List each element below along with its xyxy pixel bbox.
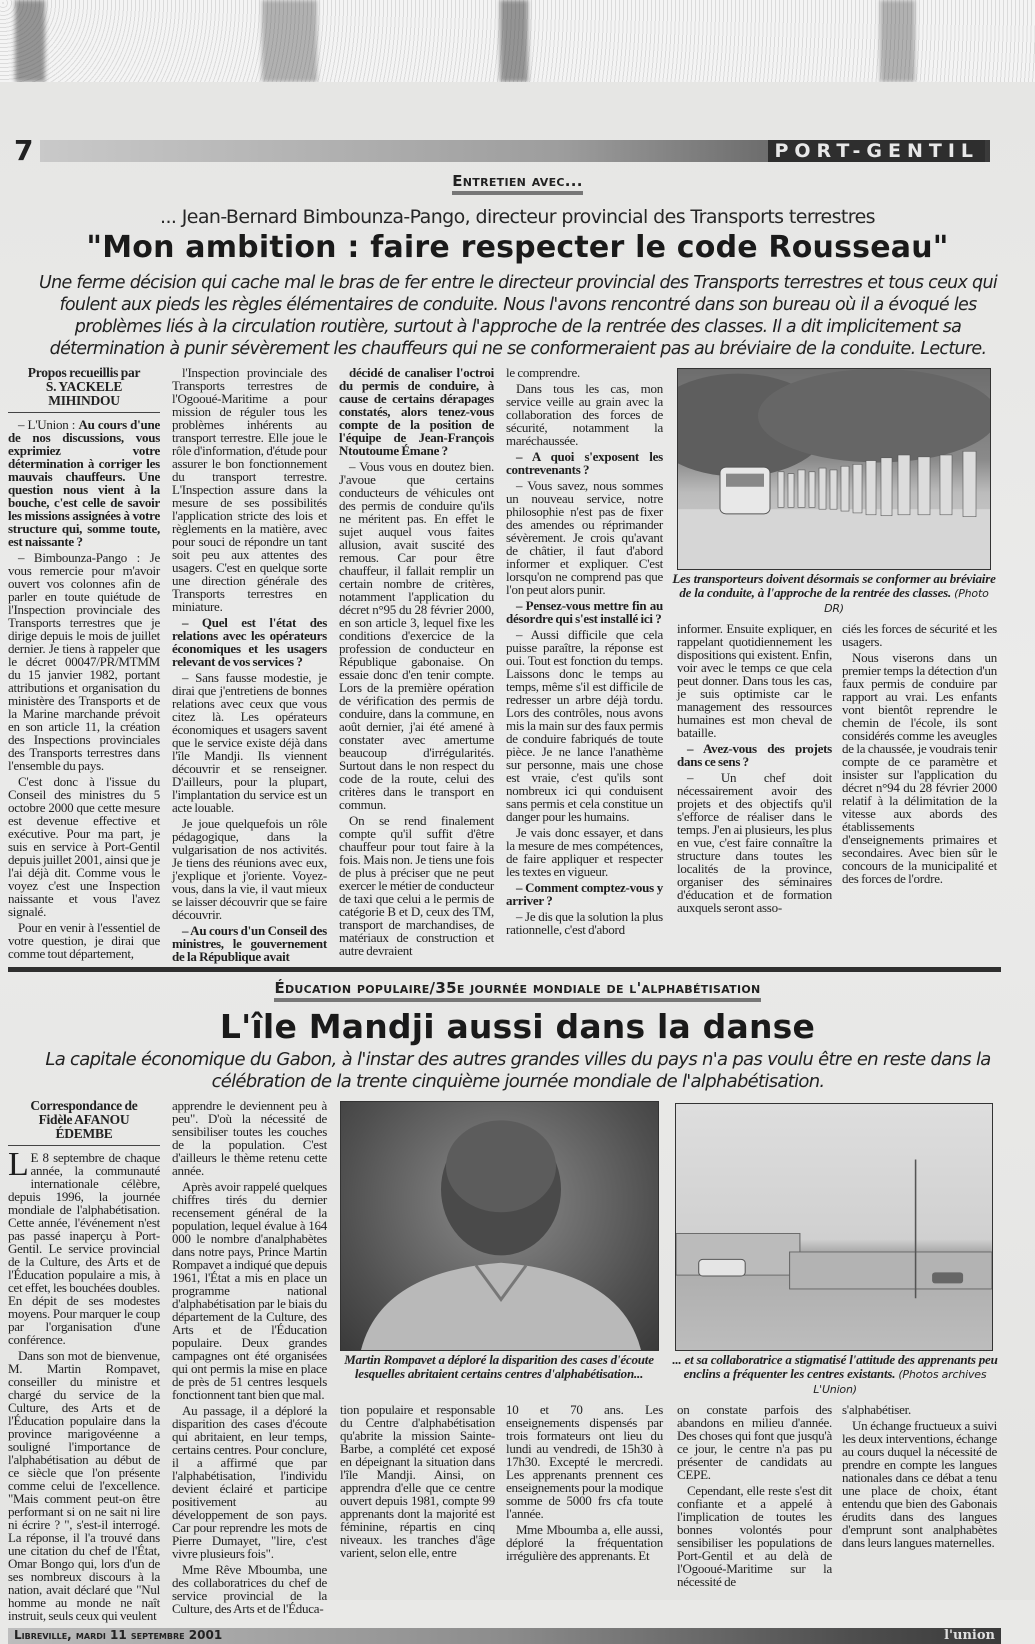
- byline-author: ÉDEMBE: [55, 1126, 113, 1141]
- answer-text: s'alphabétiser.: [842, 1402, 911, 1417]
- article2-column-1: [8, 1099, 160, 1622]
- paragraph: [506, 1403, 663, 1520]
- scan-streak: [262, 0, 317, 82]
- paragraph: [8, 1349, 160, 1622]
- paragraph: [172, 1563, 327, 1615]
- question-text: – Pensez-vous mettre fin au désordre qui s'est installé ici ?: [506, 598, 663, 626]
- paragraph: [8, 921, 160, 960]
- article2-photo2-caption: [672, 1353, 998, 1397]
- paragraph: [8, 551, 160, 772]
- section-label: PORT-GENTIL: [768, 140, 985, 162]
- paragraph: [506, 628, 663, 823]
- paragraph: [506, 826, 663, 878]
- byline-author: S. YACKELE: [45, 379, 123, 394]
- answer-text: C'est donc à l'issue du Conseil des ministres du 5 octobre 2000 que cette mesure est devenue effective et exécutive. Pour ma part, je suis en service à Port-Gentil depuis juillet 2001, ainsi que je l'ai déjà dit. Comme vous le voyez c'est une Inspection naissante et vous l'avez signalé.: [8, 774, 160, 919]
- answer-text: Je vais donc essayer, et dans la mesure de mes compétences, de faire appliquer et respecter les textes en vigueur.: [506, 825, 663, 879]
- paragraph: [172, 366, 327, 613]
- interview-question: [506, 881, 663, 907]
- vehicle-window: [726, 474, 764, 487]
- article-divider: [8, 967, 1001, 972]
- answer-text: Un échange fructueux a suivi les deux interventions, échange au cours duquel la nécessité de prendre en compte les langues nationales dans ce débat a tenu une place de choix, étant entendu que bien des Gabonais érudits dans des langues d'emprunt sont analphabètes dans leurs langues maternelles.: [842, 1418, 997, 1550]
- interview-question: [506, 450, 663, 476]
- byline: [8, 366, 160, 408]
- article1-kicker: [0, 172, 1035, 195]
- question-text: décidé de canaliser l'octroi du permis de conduire, à cause de certains dérapages constatés, alors tenez-vous compte de la position de l'équipe de Jean-François Ntoutoume Émane ?: [339, 365, 494, 458]
- answer-text: ciés les forces de sécurité et les usagers.: [842, 621, 997, 649]
- answer-text: le comprendre.: [506, 365, 580, 380]
- byline-author: Fidèle AFANOU: [38, 1112, 130, 1127]
- answer-text: E 8 septembre de chaque année, la communauté internationale célèbre, depuis 1996, la journée mondiale de l'alphabétisation. Cette année, l'événement n'est pas passé inaperçu à Port-Gentil. Le service provincial de la Culture, des Arts et de l'Éducation populaire a mis, à cet effet, les bouchées doubles. En dépit de ses modestes moyens. Pour marquer le coup par l'organisation d'une conférence.: [8, 1150, 160, 1347]
- byline-author: MIHINDOU: [48, 393, 120, 408]
- byline-label: Propos recueillis par: [27, 365, 141, 380]
- answer-text: on constate parfois des abandons en milieu d'année. Des choses qui font que jusqu'à ce jour, le centre n'a pas pu présenter de candidats au CEPE.: [677, 1402, 832, 1482]
- interview-question: [172, 616, 327, 668]
- article2-headline: L'île Mandji aussi dans la danse: [219, 1007, 816, 1046]
- portrait: [341, 1102, 658, 1350]
- answer-text: apprendre le deviennent peu à peu". D'où la nécessité de sensibiliser toutes les couches de la population. C'est d'ailleurs le thème retenu cette année.: [172, 1098, 327, 1178]
- building-scene: [676, 1104, 992, 1350]
- kicker-text: Entretien avec...: [452, 172, 583, 195]
- caption-text: Les transporteurs doivent désormais se conformer au bréviaire de la conduite, à l'approche de la rentrée des classes.: [672, 571, 996, 600]
- article2-column-5: [677, 1403, 832, 1588]
- paragraph: [842, 622, 997, 648]
- question-text: Au cours d'une de nos discussions, vous exprimiez votre détermination à corriger les mauvais chauffeurs. Une question nous vient à la bouche, c'est celle de savoir les missions assignées à votre structure qui, somme toute, est naissante ?: [8, 417, 160, 549]
- byline-rule: [8, 412, 160, 413]
- paragraph: [677, 1403, 832, 1481]
- building: [790, 1252, 992, 1289]
- answer-text: Pour en venir à l'essentiel de votre question, je dirai que comme tout département,: [8, 920, 160, 961]
- question-text: – Comment comptez-vous y arriver ?: [506, 880, 663, 908]
- car: [932, 1272, 963, 1283]
- answer-text: l'Inspection provinciale des Transports terrestres de l'Ogooué-Maritime a pour mission de réguler tous les problèmes inhérents au transport terrestre. Elle joue le rôle d'information, d'étude pour assurer le bon fonctionnement du transport terrestre. L'Inspection assure dans la mesure de ses possibilités l'application stricte des lois et règlements en la matière, avec pour souci de répondre un tant soit peu aux attentes des usagers. C'est en quelque sorte une direction générale des Transports terrestres en miniature.: [172, 365, 327, 614]
- speaker-label: – L'Union :: [18, 417, 79, 432]
- footer-date: Libreville, mardi 11 septembre 2001: [14, 1628, 223, 1642]
- answer-text: Après avoir rappelé quelques chiffres tirés du dernier recensement général de la population, lequel évalue à 164 000 le nombre d'analphabètes dans notre pays, Prince Martin Rompavet a indiqué que depuis 1961, l'État a mis en place un programme national d'alphabétisation par le biais du département de la Culture, des Arts et de l'Éducation populaire. Deux grandes campagnes ont été organisées qui ont permis la mise en place de près de 51 centres lesquels fonctionnent tant bien que mal.: [172, 1179, 327, 1402]
- article1-standfirst: Une ferme décision qui cache mal le bras de fer entre le directeur provincial des Transports terrestres et tous ceux qui foulent aux pieds les règles élémentaires de conduite. Nous l'avons rencontré dans son bureau où il a évoqué les problèmes liés à la circulation routière, surtout à l'approche de la rentrée des classes. Il a dit implicitement sa détermination à punir sévèrement les chauffeurs qui ne se conformeraient pas au bréviaire de la conduite. Lecture.: [38, 273, 998, 359]
- interview-question: [677, 742, 832, 768]
- paragraph: [506, 1523, 663, 1562]
- answer-text: – Aussi difficile que cela puisse paraître, la réponse est oui. Tout est fonction du temps. Laissons donc le temps au temps, même s'il est difficile de redresser un arbre déjà tordu. Lors des contrôles, nous avons mis la main sur des faux permis de conduire fabriqués de toute pièce. Je ne lance l'anathème sur personne, mais une chose est vraie, c'est qu'ils sont nombreux ici qui conduisent sans permis et cela constitue un danger pour les humains.: [506, 627, 663, 824]
- answer-text: Au passage, il a déploré la disparition des cases d'écoute qui abritaient, en leur temps, certains centres. Pour conclure, il a affirmé que par l'alphabétisation, l'individu devient éclairé et participe positivement au développement de son pays. Car pour reprendre les mots de Pierre Dumayet, "lire, c'est vivre plusieurs fois".: [172, 1403, 327, 1561]
- photo-martin-rompavet: [340, 1101, 659, 1351]
- article1-column-1: [8, 366, 160, 960]
- forehead: [446, 1120, 556, 1212]
- answer-text: On se rend finalement compte qu'il suffit d'être chauffeur pour tout faire à la fois. Mais non. Je tiens une fois de plus à préciser que ne peut exercer le métier de conducteur de taxi que celui a le permis de catégorie B et D, ceux des TM, transport de marchandises, de matériaux de construction et autre devraient: [339, 813, 494, 958]
- article2-column-2: [172, 1099, 327, 1615]
- answer-text: Mme Rêve Mboumba, une des collaboratrices du chef de service provincial de la Culture, des Arts et de l'Éduca-: [172, 1562, 327, 1616]
- paragraph: [172, 1099, 327, 1177]
- byline-rule: [8, 1145, 160, 1146]
- answer-text: – Un chef doit nécessairement avoir des projets et des objectifs qu'il s'efforce de réaliser dans le temps. J'en ai plusieurs, les plus en vue, c'est faire connaître la structure dans toutes les localités de la province, organiser des séminaires d'éducation et de formation auxquels seront asso-: [677, 770, 832, 915]
- answer-text: Mme Mboumba a, elle aussi, déploré la fréquentation irrégulière des apprenants. Et: [506, 1522, 663, 1563]
- paragraph: [172, 671, 327, 814]
- paragraph: [8, 775, 160, 918]
- car: [699, 1259, 745, 1276]
- article1-column-3: [339, 366, 494, 957]
- kicker-text: Éducation populaire/35e journée mondiale de l'alphabétisation: [274, 979, 760, 1002]
- scan-streak: [15, 0, 45, 82]
- article2-column-4: [506, 1403, 663, 1562]
- question-text: – A quoi s'exposent les contrevenants ?: [506, 449, 663, 477]
- answer-text: Je joue quelquefois un rôle pédagogique, dans la vulgarisation de nos activités. Je tiens des réunions avec eux, j'explique et j'oriente. Voyez-vous, dans la vie, il vaut mieux se laisser découvrir que se faire découvrir.: [172, 816, 327, 922]
- photo-transporters-scene: [678, 369, 990, 569]
- byline-label: Correspondance de: [30, 1098, 138, 1113]
- answer-text: – Je dis que la solution la plus rationnelle, c'est d'abord: [506, 909, 663, 937]
- paragraph: [506, 479, 663, 596]
- photo-literacy-centre: [675, 1103, 993, 1351]
- paragraph: [172, 1180, 327, 1401]
- article2-kicker: [0, 979, 1035, 1002]
- paragraph: [677, 1484, 832, 1588]
- paragraph: [506, 382, 663, 447]
- page-number: 7: [14, 134, 34, 167]
- paragraph: [842, 1403, 997, 1416]
- drop-cap: L: [8, 1146, 29, 1183]
- answer-text: Dans son mot de bienvenue, M. Martin Rompavet, conseiller du ministre et chargé du service de la Culture, des Arts et de l'Éducation populaire dans la province marigovéenne a souligné l'importance de l'alphabétisation au début de ce siècle que l'on présente comme celui de l'excellence. "Mais comment peut-on être performant si on ne sait ni lire ni écrire ? ", s'est-il interrogé. La réponse, il l'a trouvé dans une citation du chef de l'État, Omar Bongo qui, lors d'un de ses nombreux discours à la nation, avait déclaré que "Nul homme au monde ne naît instruit, seuls ceux qui veulent: [8, 1348, 160, 1623]
- shirt: [361, 1263, 641, 1350]
- question-text: – Au cours d'un Conseil des ministres, le gouvernement de la République avait: [172, 923, 327, 964]
- paragraph: [172, 817, 327, 921]
- article1-column-4: [506, 366, 663, 936]
- answer-text: – Vous savez, nous sommes un nouveau service, notre philosophie n'est pas de fixer des amendes ou réprimander sévèrement. Je crois qu'avant de châtier, il faut d'abord informer et expliquer. C'est lorsqu'on ne comprend pas que l'on peut alors punir.: [506, 478, 663, 597]
- paragraph: [172, 1404, 327, 1560]
- article1-photo-caption: [672, 572, 996, 616]
- paragraph: [340, 1403, 495, 1559]
- article2-photo1-caption: Martin Rompavet a déploré la disparition des cases d'écoute lesquelles abritaient certains centres d'alphabétisation...: [344, 1352, 654, 1381]
- article1-column-6: [842, 622, 997, 885]
- paragraph: [339, 814, 494, 957]
- paragraph: [842, 651, 997, 885]
- footer-brand: l'union: [944, 1628, 995, 1643]
- article2-column-3: [340, 1403, 495, 1559]
- question-text: – Quel est l'état des relations avec les opérateurs économiques et les usagers relevant de vos services ?: [172, 615, 327, 669]
- interview-question: [506, 599, 663, 625]
- paragraph: [842, 1419, 997, 1549]
- answer-text: – Vous vous en doutez bien. J'avoue que certains conducteurs de véhicules ont des permis de conduire qu'ils ne méritent pas. En effet le sujet auquel vous faites allusion, avait suscité des remous. Car pour être chauffeur, il fallait remplir un certain nombre de critères, notamment l'application du décret n°95 du 28 février 2000, en son article 3, lequel fixe les conditions d'exercice de la profession de conducteur en République gabonaise. On essaie donc d'en tenir compte. Lors de la première opération de vérification des permis de conduire, dans la commune, en août dernier, j'ai été amené à constater avec amertume beaucoup d'irrégularités. Surtout dans le non respect du code de la route, celui des critères dans le transport en commun.: [339, 459, 494, 812]
- answer-text: 10 et 70 ans. Les enseignements dispensés par trois formateurs ont lieu du lundi au vendredi, de 15h30 à 17h30. Excepté le mercredi. Les apprenants prennent ces enseignements pour la modique somme de 5000 frs cfa toute l'année.: [506, 1402, 663, 1521]
- byline: [8, 1099, 160, 1141]
- photo-transporters: [677, 368, 991, 570]
- article2-standfirst: La capitale économique du Gabon, à l'instar des autres grandes villes du pays n'a pas voulu être en reste dans la célébration de la trente cinquième journée mondiale de l'alphabétisation.: [45, 1049, 991, 1092]
- article1-headline: "Mon ambition : faire respecter le code Rousseau": [86, 230, 949, 265]
- paragraph: [506, 366, 663, 379]
- question-text: – Avez-vous des projets dans ce sens ?: [677, 741, 832, 769]
- answer-text: – Bimbounza-Pango : Je vous remercie pour m'avoir ouvert vos colonnes afin de parler en toute quiétude de l'Inspection provinciale des Transports terrestres que je dirige depuis le mois de juillet dernier. Je tiens à rappeler que le décret 00047/PR/MTMM du 15 janvier 1982, portant attributions et organisation du ministère des Transports et de la Marine marchande prévoit en son article 11, la création des Inspections provinciales des Transports terrestres dans l'ensemble du pays.: [8, 550, 160, 773]
- answer-text: tion populaire et responsable du Centre d'alphabétisation qu'abrite la mission Sainte-Barbe, a complété cet exposé en dépeignant la situation dans l'île Mandji. Ainsi, on apprendra d'elle que ce centre ouvert depuis 1981, compte 99 apprenants dont la majorité est féminine, répartis en cinq niveaux. les tranches d'âge varient, selon elle, entre: [340, 1402, 495, 1560]
- answer-text: informer. Ensuite expliquer, en rappelant quotidiennement les dispositions qui existent. Enfin, voir avec le temps ce que cela peut donner. Dans tous les cas, je suis optimiste car le management des ressources humaines est mon cheval de bataille.: [677, 621, 832, 740]
- paragraph: [8, 418, 160, 548]
- answer-text: Nous viserons dans un premier temps la détection d'un faux permis de conduire par rapport au vrai. Les enfants vont bientôt reprendre le chemin de l'école, ils sont considérés comme les aveugles de la chaussée, je voudrais tenir compte de ce paramètre et insister sur l'application du décret n°94 du 28 février 2000 relatif à la délimitation de la vitesse aux abords des établissements d'enseignements primaires et secondaires. Avec bien sûr le concours de la municipalité et des forces de l'ordre.: [842, 650, 997, 886]
- interview-question: [339, 366, 494, 457]
- article1-subhead: ... Jean-Bernard Bimbounza-Pango, directeur provincial des Transports terrestres: [160, 206, 875, 228]
- article1-column-2: [172, 366, 327, 963]
- answer-text: Dans tous les cas, mon service veille au grain avec la collaboration des forces de sécurité, notamment la maréchaussée.: [506, 381, 663, 448]
- article2-column-6: [842, 1403, 997, 1549]
- paragraph: [677, 771, 832, 914]
- caption-text: ... et sa collaboratrice a stigmatisé l'attitude des apprenants peu enclins a fréquenter les centres existants.: [672, 1352, 998, 1381]
- answer-text: Cependant, elle reste s'est dit confiante et a appelé à l'implication de toutes les bonnes volontés pour sensibiliser les populations de Port-Gentil et au delà de l'Ogooué-Maritime sur la nécessité de: [677, 1483, 832, 1589]
- road: [678, 509, 990, 569]
- article1-column-5: [677, 622, 832, 914]
- paragraph: [506, 910, 663, 936]
- scan-streak: [500, 0, 528, 82]
- paragraph: [677, 622, 832, 739]
- answer-text: – Sans fausse modestie, je dirai que j'entretiens de bonnes relations avec ceux que vous citez là. Les opérateurs économiques et usagers savent que le service existe déjà dans l'île Mandji. Ils viennent découvrir et se renseigner. D'ailleurs, pour la plupart, l'implantation du service est un acte louable.: [172, 670, 327, 815]
- interview-question: [172, 924, 327, 963]
- paragraph: [8, 1146, 160, 1347]
- photo-credit: (Photos archives L'Union): [813, 1368, 987, 1396]
- paragraph: [339, 460, 494, 811]
- photo-credit: (Photo DR): [824, 587, 989, 615]
- tree-foliage: [758, 369, 990, 462]
- scan-streak: [880, 0, 915, 82]
